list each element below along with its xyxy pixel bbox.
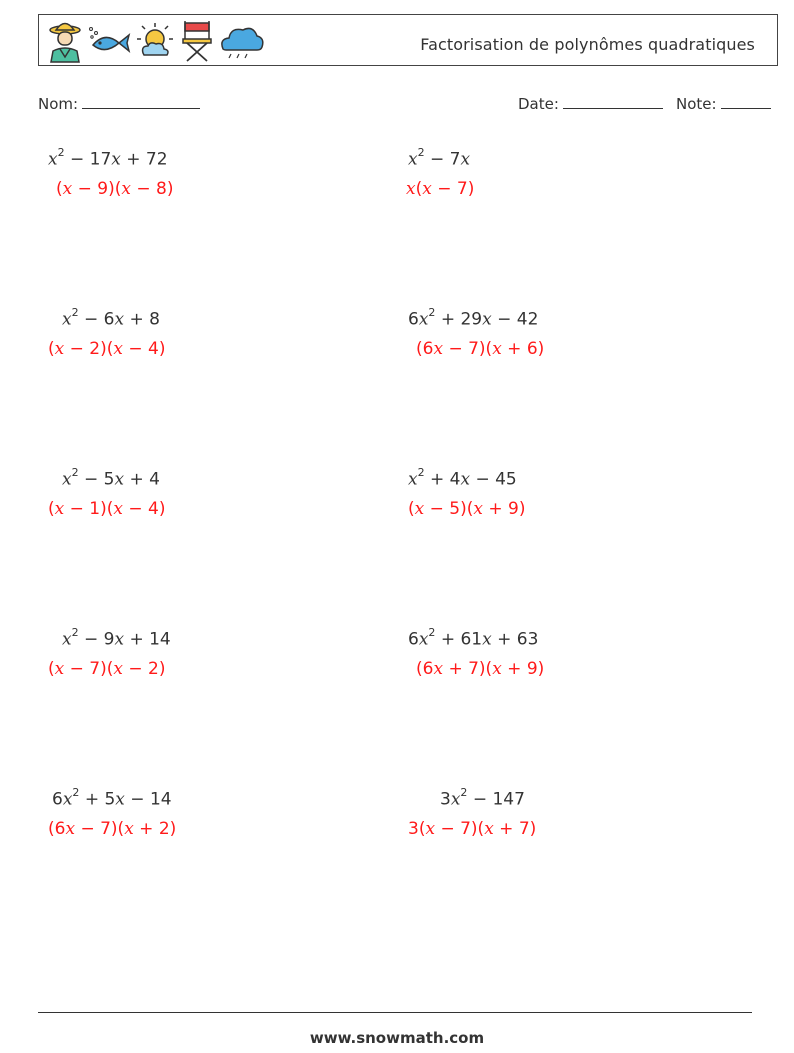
- footer-url: www.snowmath.com: [309, 1029, 485, 1047]
- score-blank: [721, 94, 771, 109]
- problem-question: $x^2 + 4x - 45$: [408, 466, 517, 490]
- problem-answer: (x − 7)(x − 2): [48, 659, 166, 679]
- problem-answer: (6x + 7)(x + 9): [416, 659, 545, 679]
- header-icons: [45, 19, 265, 63]
- sun-cloud-icon: [133, 19, 177, 63]
- problem-question: $6x^2 + 29x - 42$: [408, 306, 539, 330]
- problem-answer: (x − 1)(x − 4): [48, 499, 166, 519]
- director-chair-icon: [179, 19, 215, 63]
- worksheet-title: Factorisation de polynômes quadratiques: [420, 35, 755, 54]
- name-label: Nom:: [38, 95, 79, 113]
- problem-answer: (x − 9)(x − 8): [56, 179, 174, 199]
- problem-answer: (6x − 7)(x + 2): [48, 819, 177, 839]
- problem-question: $x^2 - 9x + 14$: [62, 626, 171, 650]
- score-field: [676, 94, 771, 113]
- problem-question: $x^2 - 17x + 72$: [48, 146, 168, 170]
- name-field: [38, 94, 200, 113]
- problem-question: $x^2 - 5x + 4$: [62, 466, 160, 490]
- problem-question: $6x^2 + 5x - 14$: [52, 786, 172, 810]
- farmer-icon: [45, 19, 85, 63]
- problem-answer: x(x − 7): [406, 179, 475, 199]
- problem-question: $x^2 - 7x$: [408, 146, 471, 170]
- problem-question: $6x^2 + 61x + 63$: [408, 626, 539, 650]
- footer-rule: [38, 1012, 752, 1013]
- name-blank: [82, 94, 200, 109]
- problem-question: $x^2 - 6x + 8$: [62, 306, 160, 330]
- date-field: [518, 94, 663, 113]
- date-label: Date:: [518, 95, 559, 113]
- date-blank: [563, 94, 663, 109]
- score-label: Note:: [676, 95, 717, 113]
- problem-answer: (x − 2)(x − 4): [48, 339, 166, 359]
- problem-answer: 3(x − 7)(x + 7): [408, 819, 537, 839]
- fish-icon: [87, 19, 131, 63]
- problem-answer: (6x − 7)(x + 6): [416, 339, 545, 359]
- worksheet-header: [38, 14, 778, 66]
- rain-cloud-icon: [217, 19, 265, 63]
- problem-question: $3x^2 - 147$: [440, 786, 525, 810]
- problem-answer: (x − 5)(x + 9): [408, 499, 526, 519]
